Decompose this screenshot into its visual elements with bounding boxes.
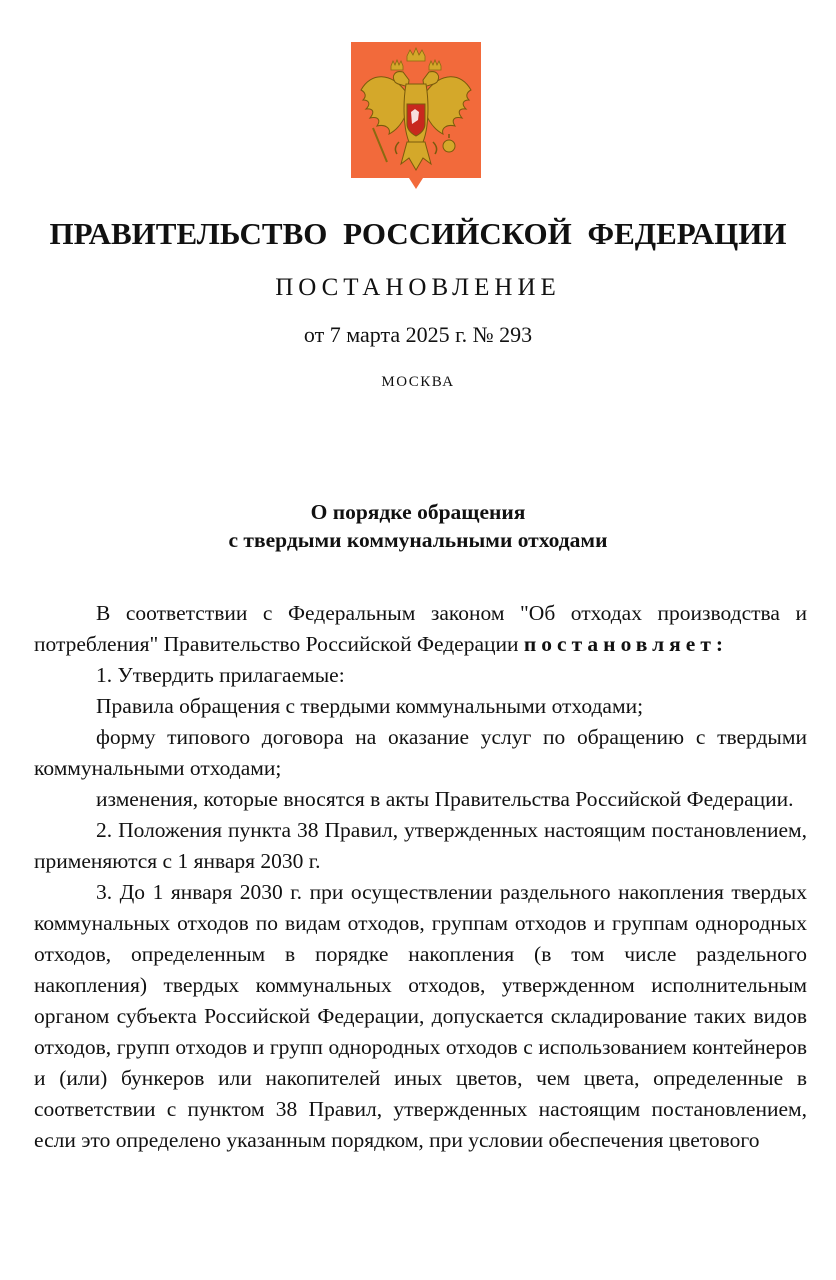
preamble-text: В соответствии с Федеральным законом "Об отходах производства и потребления" Правительство Российской Федерации: [34, 601, 807, 656]
coat-of-arms-emblem: [351, 42, 481, 190]
government-title: ПРАВИТЕЛЬСТВО РОССИЙСКОЙ ФЕДЕРАЦИИ: [49, 216, 787, 251]
document-date-number: от 7 марта 2025 г. № 293: [303, 322, 533, 347]
document-subject: [0, 498, 836, 554]
document-body: [34, 598, 807, 1156]
subject-line-2: с твердыми коммунальными отходами: [228, 528, 608, 552]
item-1-amendments: изменения, которые вносятся в акты Правительства Российской Федерации.: [96, 787, 794, 811]
decision-word: постановляет:: [523, 632, 729, 656]
preamble-paragraph: [34, 598, 807, 660]
item-2-paragraph: 2. Положения пункта 38 Правил, утвержденных настоящим постановлением, применяются с 1 января 2030 г.: [34, 818, 807, 873]
document-type: ПОСТАНОВЛЕНИЕ: [275, 274, 561, 301]
document-city: МОСКВА: [381, 374, 455, 390]
item-1-rules: Правила обращения с твердыми коммунальными отходами;: [96, 694, 644, 718]
item-1-intro: 1. Утвердить прилагаемые:: [96, 663, 345, 687]
subject-line-1: О порядке обращения: [310, 500, 526, 524]
item-3-paragraph: 3. До 1 января 2030 г. при осуществлении раздельного накопления твердых коммунальных отходов по видам отходов, группам отходов и группам однородных отходов, определенным в порядке накопления (в том числе раздельного накопления) твердых коммунальных отходов, утвержденном исполнительным органом субъекта Российской Федерации, допускается складирование таких видов отходов, групп отходов и групп однородных отходов с использованием контейнеров и (или) бункеров или накопителей иных цветов, чем цвета, определенные в соответствии с пунктом 38 Правил, утвержденных настоящим постановлением, если это определено указанным порядком, при условии обеспечения цветового: [34, 880, 807, 1152]
item-1-contract-form: форму типового договора на оказание услуг по обращению с твердыми коммунальными отходами;: [34, 725, 807, 780]
